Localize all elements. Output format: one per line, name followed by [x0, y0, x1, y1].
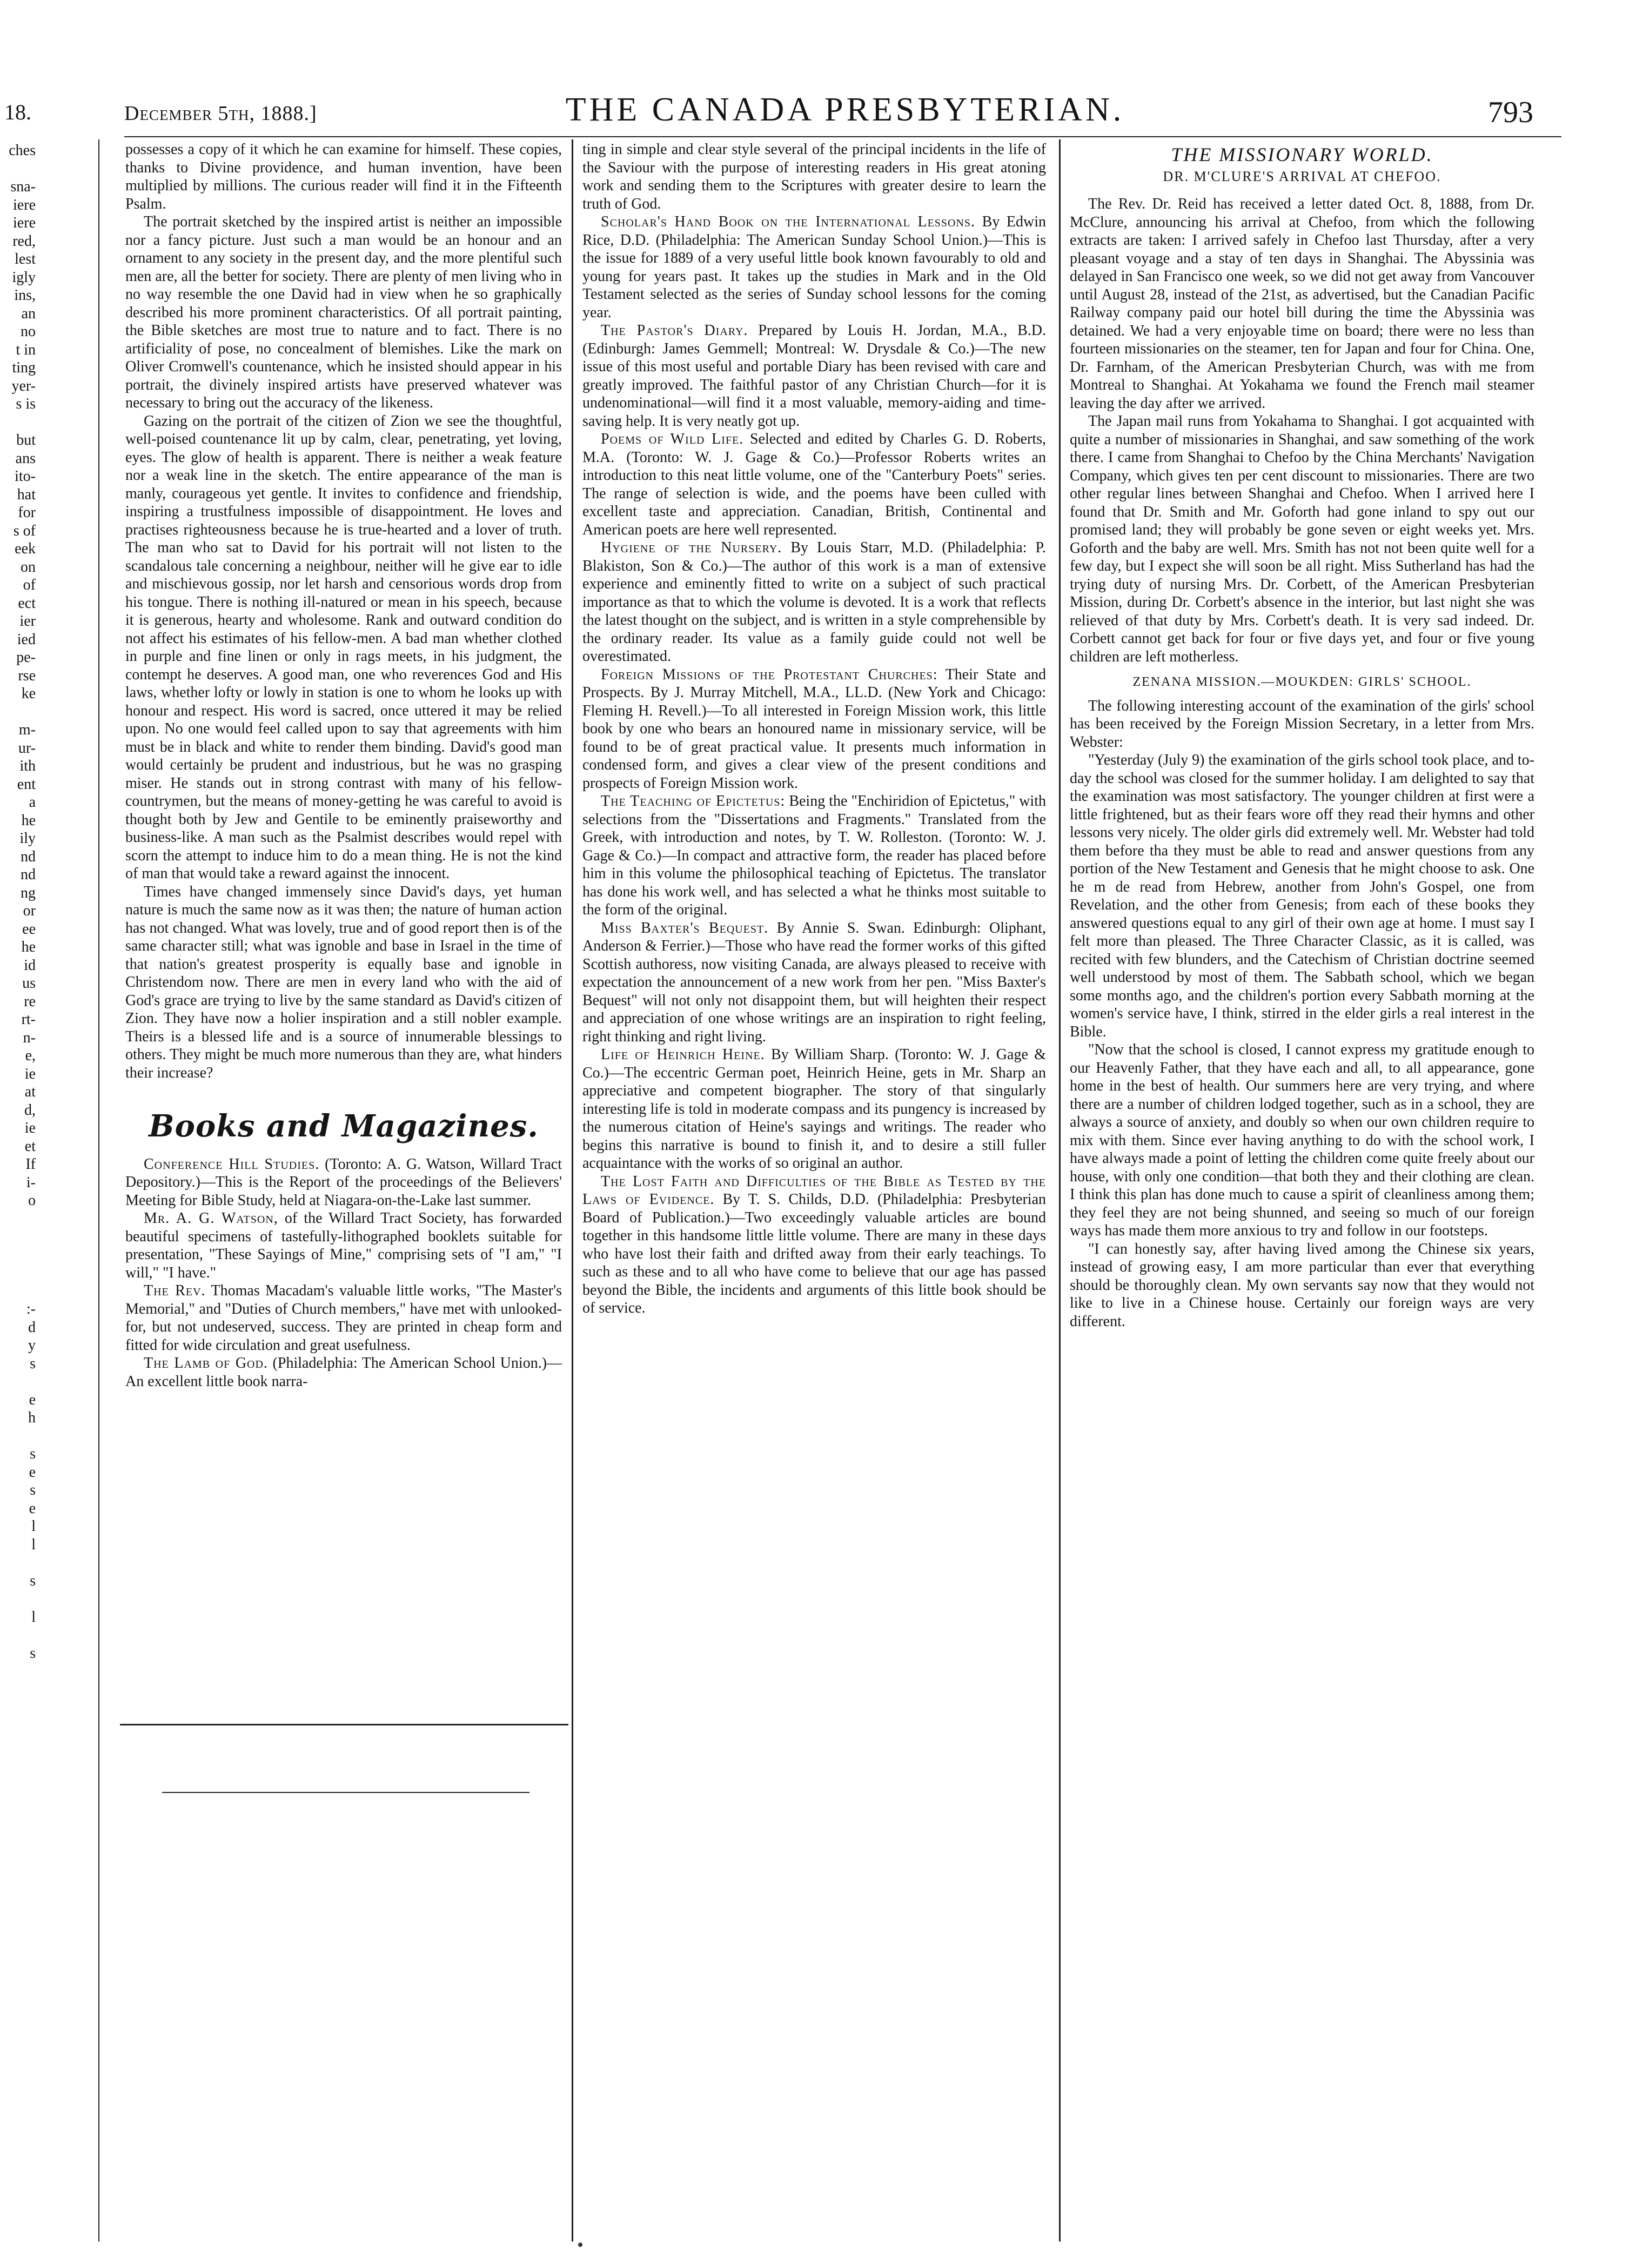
cropped-line-fragment — [3, 1554, 36, 1572]
cropped-line-fragment: rt- — [21, 1011, 36, 1028]
article-paragraph: The Japan mail runs from Yokahama to Shanghai. I got acquainted with quite a number of missionaries in Shanghai, and saw something of the work there. I came from Shanghai to Chefoo by the China Merchants' Navigation Company, which gives ten per cent discount to missionaries. There are two other regular lines between Shanghai and Chefoo. When I arrived here I found that Dr. Smith and Mr. Goforth had gone inland to spy out our promised land; they will probably be gone seven or eight weeks yet. Mrs. Goforth and the baby are well. Mrs. Smith has not not been quite well for a few day, but I expect she will soon be all right. Miss Sutherland has had the trying duty of nursing Mrs. Dr. Corbett, of the American Presbyterian Mission, during Dr. Corbett's absence in the interior, but last night she was relieved of that duty by Mrs. Corbett's death. It is very sad indeed. Dr. Corbett cannot get back for four or five days yet, and four or five young children are left motherless. — [1070, 413, 1534, 665]
cropped-line-fragment: iere — [13, 196, 36, 213]
book-notice — [125, 1155, 562, 1210]
column-3 — [1070, 141, 1534, 1330]
cropped-line-fragment: ches — [9, 142, 36, 159]
cropped-line-fragment: s — [30, 1572, 36, 1589]
masthead-title: THE CANADA PRESBYTERIAN. — [565, 91, 1125, 128]
cropped-line-fragment: red, — [12, 232, 36, 250]
cropped-line-fragment: et — [24, 1138, 36, 1155]
cropped-line-fragment: e — [29, 1391, 36, 1408]
article-paragraph: possesses a copy of it which he can examine for himself. These copies, thanks to Divine providence, and human invention, have been multiplied by millions. The curious reader will find it in the Fifteenth Psalm. — [125, 141, 562, 212]
cropped-line-fragment: ied — [17, 631, 36, 648]
notice-head: Foreign Missions of the Protestant Churches: — [601, 666, 938, 683]
cropped-line-fragment: igly — [12, 269, 36, 286]
cropped-line-fragment: ier — [19, 613, 36, 630]
cropped-line-fragment: ie — [24, 1065, 36, 1082]
cropped-line-fragment — [3, 703, 36, 721]
notice-body: Prepared by Louis H. Jordan, M.A., B.D. (Edinburgh: James Gemmell; Montreal: W. Drysdale & Co.)—The new issue of this most useful and portable Diary has been revised with care and greatly improved. The faithful pastor of any Christian Church—for it is undenominational—will find it a most valuable, memory-aiding and time-saving help. It is very neatly got up. — [582, 322, 1046, 430]
cropped-line-fragment: ting — [12, 359, 36, 376]
cropped-line-fragment: he — [21, 939, 36, 955]
cropped-line-fragment — [3, 1210, 36, 1228]
cropped-line-fragment: at — [24, 1083, 36, 1100]
cropped-line-fragment: pe- — [16, 649, 36, 666]
cropped-line-fragment: ect — [18, 594, 36, 612]
notice-head: Poems of Wild Life. — [601, 431, 744, 447]
cropped-line-fragment: e — [29, 1463, 36, 1481]
notice-head: Scholar's Hand Book on the International Lessons. — [601, 213, 976, 230]
column-rule-1 — [572, 139, 573, 2242]
printer-mark — [578, 2243, 582, 2247]
notice-head: Life of Heinrich Heine. — [601, 1046, 765, 1063]
cropped-line-fragment — [3, 1282, 36, 1301]
book-notice — [582, 213, 1046, 322]
cropped-left-column — [3, 142, 36, 1662]
cropped-line-fragment — [3, 413, 36, 432]
notice-body: (Philadelphia: The American School Union.)—An excellent little book narra- — [125, 1355, 562, 1390]
notice-body: Their State and Prospects. By J. Murray Mitchell, M.A., LL.D. (New York and Chicago: Fleming H. Revell.)—To all interested in Foreign Mission work, this little book by one who bears an honoured name in missionary service, will be found to be of great practical value. It presents much information in condensed form, and gives a clear view of the present conditions and prospects of Foreign Mission work. — [582, 666, 1046, 792]
cropped-line-fragment: :- — [26, 1301, 36, 1317]
cropped-line-fragment: ent — [17, 775, 36, 793]
cropped-line-fragment: on — [21, 558, 36, 576]
cropped-line-fragment: ith — [19, 758, 36, 774]
cropped-line-fragment — [3, 1590, 36, 1608]
notice-body: ting in simple and clear style several of the principal incidents in the life of the Saviour with the purpose of interesting readers in His great atoning work and sending them to the Scriptures with greater desire to learn the truth of God. — [582, 141, 1046, 212]
cropped-line-fragment: m- — [18, 721, 36, 738]
cropped-line-fragment: o — [28, 1192, 36, 1209]
notice-head: The Teaching of Epictetus: — [601, 793, 786, 809]
column-2 — [582, 141, 1046, 1317]
notice-head: Conference Hill Studies. — [144, 1155, 320, 1173]
cropped-line-fragment: a — [29, 794, 36, 811]
article-paragraph: "I can honestly say, after having lived among the Chinese six years, instead of growing easy, I am more particular than ever that everything should be thoroughly clean. My own servants say now that they would not like to live in a Chinese house. Certainly our foreign ways are very different. — [1070, 1240, 1534, 1330]
cropped-line-fragment: for — [18, 504, 36, 521]
cropped-line-fragment: ur- — [18, 739, 36, 757]
cropped-line-fragment: h — [28, 1409, 36, 1426]
cropped-line-fragment: lest — [15, 251, 36, 267]
notice-head: The Lost Faith and Difficulties of the Bible as Tested by the Laws of Evidence. — [582, 1173, 1046, 1208]
cropped-line-fragment: nd — [21, 866, 36, 883]
cropped-line-fragment: d — [28, 1319, 36, 1336]
cropped-line-fragment: no — [21, 323, 36, 340]
article-paragraph: "Now that the school is closed, I cannot express my gratitude enough to our Heavenly Father, that they have each and all, to all appearance, gone home in the best of health. Our summers here are very trying, and where there are a number of children lodged together, such as in a school, they are always a source of anxiety, and doubly so when our own children require to mix with them. Since ever having anything to do with the school work, I have always made a point of letting the children come quite freely about our house, with only one condition—that both they and their clothing are clean. I think this plan has done much to cause a spirit of cleanliness among them; they feel they are not being shunned, and seeing so much of our foreign ways has made them more anxious to try and follow in our footsteps. — [1070, 1041, 1534, 1239]
cropped-line-fragment: s — [30, 1446, 36, 1462]
article-paragraph: The Rev. Dr. Reid has received a letter dated Oct. 8, 1888, from Dr. McClure, announcing his arrival at Chefoo, from which the following extracts are taken: I arrived safely in Chefoo last Thursday, after a very pleasant voyage and a stay of ten days in Shanghai. The Abyssinia was delayed in San Francisco one week, so we did not get away from Vancouver until August 28, instead of the 21st, as advertised, but the Canadian Pacific Railway company paid our hotel bill during the time the Abyssinia was detained. We had a very enjoyable time on board; there were no less than fourteen missionaries on the steamer, ten for Japan and four for China. One, Dr. Farnham, of the American Presbyterian Church, was with me from Montreal to Shanghai. At Yokahama we found the French mail steamer leaving the day after we arrived. — [1070, 196, 1534, 412]
book-notice — [582, 322, 1046, 430]
notice-head: Mr. A. G. Watson, — [144, 1210, 278, 1227]
cropped-line-fragment: ke — [21, 685, 36, 702]
cropped-line-fragment: us — [22, 975, 36, 992]
notice-body: By Annie S. Swan. Edinburgh: Oliphant, Anderson & Ferrier.)—Those who have read the former works of this gifted Scottish authoress, now visiting Canada, are always pleased to receive with expectation the announcement of a new work from her pen. "Miss Baxter's Bequest" will not only not disappoint them, but will heighten their respect and appreciation of one whose writings are an inspiration to right feeling, right thinking and right living. — [582, 919, 1046, 1045]
section-top-rule — [120, 1724, 568, 1725]
notice-body: Thomas Macadam's valuable little works, "The Master's Memorial," and "Duties of Church members," have met with unlooked-for, but not undeserved, success. They are printed in cheap form and fitted for wide circulation and great usefulness. — [125, 1282, 562, 1354]
issue-date: December 5th, 1888.] — [124, 102, 317, 125]
cropped-line-fragment: re — [24, 993, 36, 1010]
cropped-line-fragment: sna- — [10, 178, 36, 195]
cropped-line-fragment: id — [24, 956, 36, 974]
cropped-page-number: 18. — [4, 100, 31, 124]
cropped-line-fragment: y — [28, 1337, 36, 1354]
cropped-line-fragment: or — [23, 902, 36, 919]
cropped-line-fragment: ins, — [14, 287, 36, 304]
cropped-line-fragment — [3, 1264, 36, 1282]
cropped-line-fragment: nd — [21, 848, 36, 865]
book-notice — [582, 539, 1046, 666]
notice-body: Being the "Enchiridion of Epictetus," with selections from the "Dissertations and Fragments." Translated from the Greek, with introduction and notes, by T. W. Rolleston. (Toronto: W. J. Gage & Co.)—In compact and attractive form, the reader has placed before him in this volume the philosophical teaching of Epictetus. The translator has done his work well, and has selected a what he thinks most suitable to the form of the original. — [582, 793, 1046, 918]
cropped-line-fragment: If — [25, 1156, 36, 1173]
book-notice — [582, 430, 1046, 539]
cropped-line-fragment: ans — [15, 450, 36, 467]
cropped-line-fragment — [3, 1427, 36, 1446]
article-paragraph: The following interesting account of the examination of the girls' school has been received by the Foreign Mission Secretary, in a letter from Mrs. Webster: — [1070, 697, 1534, 751]
notice-body: By William Sharp. (Toronto: W. J. Gage & Co.)—The eccentric German poet, Heinrich Heine, gets in Mr. Sharp an appreciative and competent biographer. The story of that singularly interesting life is told in moderate compass and its pungency is increased by the numerous citation of Heine's sayings and writings. The reader who begins this narrative is bound to finish it, and to desire a still fuller acquaintance with the works of so original an author. — [582, 1046, 1046, 1172]
cropped-line-fragment: e — [29, 1500, 36, 1517]
cropped-line-fragment: ito- — [15, 468, 36, 485]
missionary-world-title: THE MISSIONARY WORLD. — [1171, 144, 1433, 165]
cropped-line-fragment: n- — [23, 1029, 36, 1046]
cropped-line-fragment: l — [31, 1518, 36, 1535]
section-title: Books and Magazines. — [149, 1108, 539, 1144]
cropped-line-fragment: iere — [13, 215, 36, 231]
notice-head: The Pastor's Diary. — [601, 322, 748, 339]
notice-body: (Toronto: A. G. Watson, Willard Tract Depository.)—This is the Report of the proceedings of the Believers' Meeting for Bible Study, held at Niagara-on-the-Lake last summer. — [125, 1155, 562, 1209]
cropped-line-fragment — [3, 1228, 36, 1246]
book-notice — [582, 792, 1046, 919]
zenana-heading: ZENANA MISSION.—MOUKDEN: GIRLS' SCHOOL. — [1132, 675, 1472, 689]
section-bottom-rule — [162, 1792, 529, 1793]
notice-body: Selected and edited by Charles G. D. Roberts, M.A. (Toronto: W. J. Gage & Co.)—Professor Roberts writes an introduction to this neat little volume, one of the "Canterbury Poets" series. The range of selection is wide, and the poems have been culled with excellent taste and appreciation. Canadian, British, Continental and American poets are here well represented. — [582, 431, 1046, 538]
page-header — [124, 91, 1566, 134]
header-rule — [124, 136, 1561, 137]
column-1 — [125, 141, 562, 1390]
cropped-line-fragment: i- — [26, 1174, 36, 1191]
cropped-line-fragment: rse — [18, 667, 36, 684]
book-notice — [582, 666, 1046, 793]
cropped-line-fragment: e, — [25, 1047, 36, 1064]
article-paragraph: Gazing on the portrait of the citizen of Zion we see the thoughtful, well-poised countenance lit up by calm, clear, penetrating, yet loving, eyes. The glow of health is apparent. There is neither a weak feature nor a weak line in the sketch. The entire appearance of the man is manly, courageous yet gentle. It invites to confidence and friendship, inspiring a trustfulness impossible of disappointment. He loves and practises righteousness because he is true-hearted and a lover of truth. The man who sat to David for his portrait will not listen to the scandalous tale concerning a neighbour, neither will he give ear to idle and mischievous gossip, nor let harsh and censorious words drop from his tongue. There is nothing ill-natured or mean in his speech, because it is generous, hearty and wholesome. Rank and outward condition do not affect his estimates of his fellow-men. A bad man whether clothed in purple and fine linen or only in rags meets, in his judgment, the contempt he deserves. A good man, one who reverences God and His laws, whether lofty or lowly in station is one to whom he looks up with honour and respect. His word is sacred, once uttered it may be relied upon. No one would feel called upon to say that agreements with him must be in black and white to render them binding. David's good man would certainly be prudent and industrious, but he was no grasping miser. He stands out in strong contrast with many of his fellow-countrymen, but the means of money-getting he was careful to avoid is thought both by Jew and Gentile to be eminently praiseworthy and business-like. A man such as the Psalmist describes would repel with scorn the attempt to induce him to do a mean thing. He is not the kind of man that would take a reward against the innocent. — [125, 412, 562, 882]
cropped-line-fragment: l — [31, 1536, 36, 1553]
cropped-line-fragment: eek — [15, 540, 36, 557]
left-border-rule — [98, 139, 99, 2242]
cropped-line-fragment: an — [21, 305, 36, 322]
cropped-line-fragment: yer- — [11, 377, 36, 394]
cropped-line-fragment: s of — [13, 522, 36, 539]
notice-body: of the Willard Tract Society, has forwarded beautiful specimens of tastefully-lithographed booklets suitable for presentation, "These Sayings of Mine," comprising sets of "I am," "I will," "I have." — [125, 1210, 562, 1281]
book-notice — [582, 919, 1046, 1046]
book-notice — [582, 141, 1046, 213]
notice-head: The Rev. — [144, 1282, 206, 1299]
notice-head: Miss Baxter's Bequest. — [601, 919, 769, 936]
book-notice — [125, 1209, 562, 1282]
cropped-line-fragment: hat — [17, 486, 36, 503]
page-number: 793 — [1488, 96, 1533, 129]
cropped-line-fragment: s is — [16, 396, 36, 412]
cropped-line-fragment: s — [30, 1355, 36, 1372]
book-notice — [125, 1354, 562, 1390]
cropped-line-fragment: ie — [24, 1120, 36, 1136]
cropped-line-fragment: he — [21, 812, 36, 829]
cropped-line-fragment: s — [30, 1482, 36, 1498]
cropped-line-fragment — [3, 1373, 36, 1391]
missionary-subtitle: DR. M'CLURE'S ARRIVAL AT CHEFOO. — [1163, 168, 1441, 184]
cropped-line-fragment — [3, 1246, 36, 1265]
cropped-line-fragment: of — [23, 577, 36, 593]
article-paragraph: Times have changed immensely since David's days, yet human nature is much the same now as it was then; the nature of human action has not changed. What was lovely, true and of good report then is of the same character still; what was ignoble and base in Israel in the time of that nation's greatest prosperity is equally base and ignoble in Christendom now. There are men in every land who with the aid of God's grace are trying to live by the same standard as David's citizen of Zion. They have now a holier inspiration and a still nobler example. Theirs is a blessed life and is a source of innumerable blessings to others. They might be much more numerous than they are, what hinders their increase? — [125, 883, 562, 1081]
column-rule-2 — [1059, 139, 1061, 2242]
cropped-line-fragment: l — [31, 1608, 36, 1625]
book-notice — [582, 1173, 1046, 1317]
cropped-line-fragment: d, — [24, 1101, 36, 1119]
notice-body: By T. S. Childs, D.D. (Philadelphia: Presbyterian Board of Publication.)—Two exceedingly valuable articles are bound together in this handsome little little volume. There are many in these days who have lost their faith and drifted away from their early teachings. To such as these and to all who have come to believe that our age has passed beyond the Bible, the incidents and arguments of this little book should be of service. — [582, 1191, 1046, 1316]
cropped-line-fragment: but — [16, 432, 36, 449]
notice-head: The Lamb of God. — [144, 1355, 268, 1371]
cropped-line-fragment: ng — [21, 884, 36, 901]
cropped-line-fragment: t in — [16, 341, 36, 358]
notice-body: By Louis Starr, M.D. (Philadelphia: P. Blakiston, Son & Co.)—The author of this work is a man of extensive experience and eminently fitted to write on a subject of such practical importance as that to which the volume is devoted. It is a work that reflects the latest thought on the subject, and is written in a style comprehensible by the ordinary reader. Its value as a family guide could not well be overestimated. — [582, 539, 1046, 665]
notice-body: By Edwin Rice, D.D. (Philadelphia: The American Sunday School Union.)—This is the issue for 1889 of a very useful little book known favourably to old and young for years past. It takes up the studies in Mark and in the Old Testament selected as the series of Sunday school lessons for the coming year. — [582, 213, 1047, 321]
cropped-line-fragment — [3, 160, 36, 178]
notice-head: Hygiene of the Nursery. — [601, 539, 782, 556]
cropped-line-fragment: s — [30, 1644, 36, 1662]
cropped-line-fragment: ee — [22, 920, 36, 938]
article-paragraph: "Yesterday (July 9) the examination of the girls school took place, and to-day the school was closed for the summer holiday. I am delighted to say that the examination was most satisfactory. The younger children at first were a little frightened, but as their fears wore off they read their hymns and other lessons very nicely. The older girls did extremely well. Mr. Webster had told them before tha they must be able to read and answer questions from any portion of the New Testament and Genesis that he might choose to ask. One he m de read from Hebrew, another from John's Gospel, one from Revelation, and the other from Genesis; from each of these books they answered questions equal to any girl of their own age at home. I must say I felt more than pleased. The Three Character Classic, as it is called, was recited with few blunders, and the Catechism of Christian doctrine seemed well understood by most of them. The Sabbath school, which we began some months ago, and the children's portion every Sabbath morning at the women's service have, I think, stirred in the elder girls a real interest in the Bible. — [1070, 752, 1534, 1040]
article-paragraph: The portrait sketched by the inspired artist is neither an impossible nor a fancy picture. Just such a man would be an honour and an ornament to any society in the present day, and the more plentiful such men are, all the better for society. There are plenty of men living who in no way resemble the one David had in view when he so graphically described his more prominent characteristics. Of all portrait painting, the Bible sketches are most true to nature and to fact. There is no artificiality of pose, no concealment of blemishes. Like the mark on Oliver Cromwell's countenance, which he insisted should appear in his portrait, the divinely inspired artists have preserved whatever was necessary to bring out the accuracy of the likeness. — [125, 213, 562, 411]
cropped-line-fragment — [3, 1626, 36, 1644]
book-notice — [582, 1046, 1046, 1173]
cropped-line-fragment: ily — [19, 830, 36, 847]
book-notice — [125, 1282, 562, 1354]
